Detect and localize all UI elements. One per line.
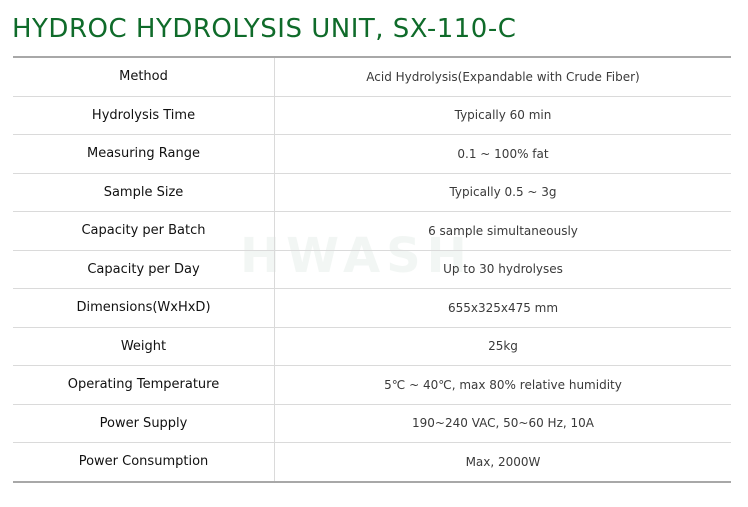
spec-label: Measuring Range [13,135,275,174]
spec-label: Power Supply [13,404,275,443]
watermark: HWASH [240,228,473,284]
spec-row-dimensions [13,289,731,328]
spec-value: 25kg [275,327,732,366]
spec-value: 6 sample simultaneously [275,212,732,251]
spec-row-capacity-per-batch [13,212,731,251]
spec-label: Weight [13,327,275,366]
spec-value: 655x325x475 mm [275,289,732,328]
spec-row-capacity-per-day [13,250,731,289]
page-title: HYDROC HYDROLYSIS UNIT, SX-110-C [12,14,517,44]
spec-row-method [13,57,731,96]
spec-row-hydrolysis-time [13,96,731,135]
spec-row-power-supply [13,404,731,443]
spec-row-power-consumption [13,443,731,482]
spec-value: Up to 30 hydrolyses [275,250,732,289]
spec-label: Hydrolysis Time [13,96,275,135]
spec-row-weight [13,327,731,366]
spec-value: 190~240 VAC, 50~60 Hz, 10A [275,404,732,443]
spec-label: Operating Temperature [13,366,275,405]
spec-table [13,56,731,483]
spec-label: Capacity per Day [13,250,275,289]
spec-row-operating-temperature [13,366,731,405]
spec-value: Typically 0.5 ~ 3g [275,173,732,212]
spec-row-sample-size [13,173,731,212]
spec-value: Acid Hydrolysis(Expandable with Crude Fiber) [275,57,732,96]
spec-label: Method [13,57,275,96]
spec-value: 5℃ ~ 40℃, max 80% relative humidity [275,366,732,405]
spec-label: Capacity per Batch [13,212,275,251]
spec-value: Typically 60 min [275,96,732,135]
spec-row-measuring-range [13,135,731,174]
spec-label: Sample Size [13,173,275,212]
spec-label: Power Consumption [13,443,275,482]
spec-label: Dimensions(WxHxD) [13,289,275,328]
spec-value: 0.1 ~ 100% fat [275,135,732,174]
spec-value: Max, 2000W [465,454,541,469]
